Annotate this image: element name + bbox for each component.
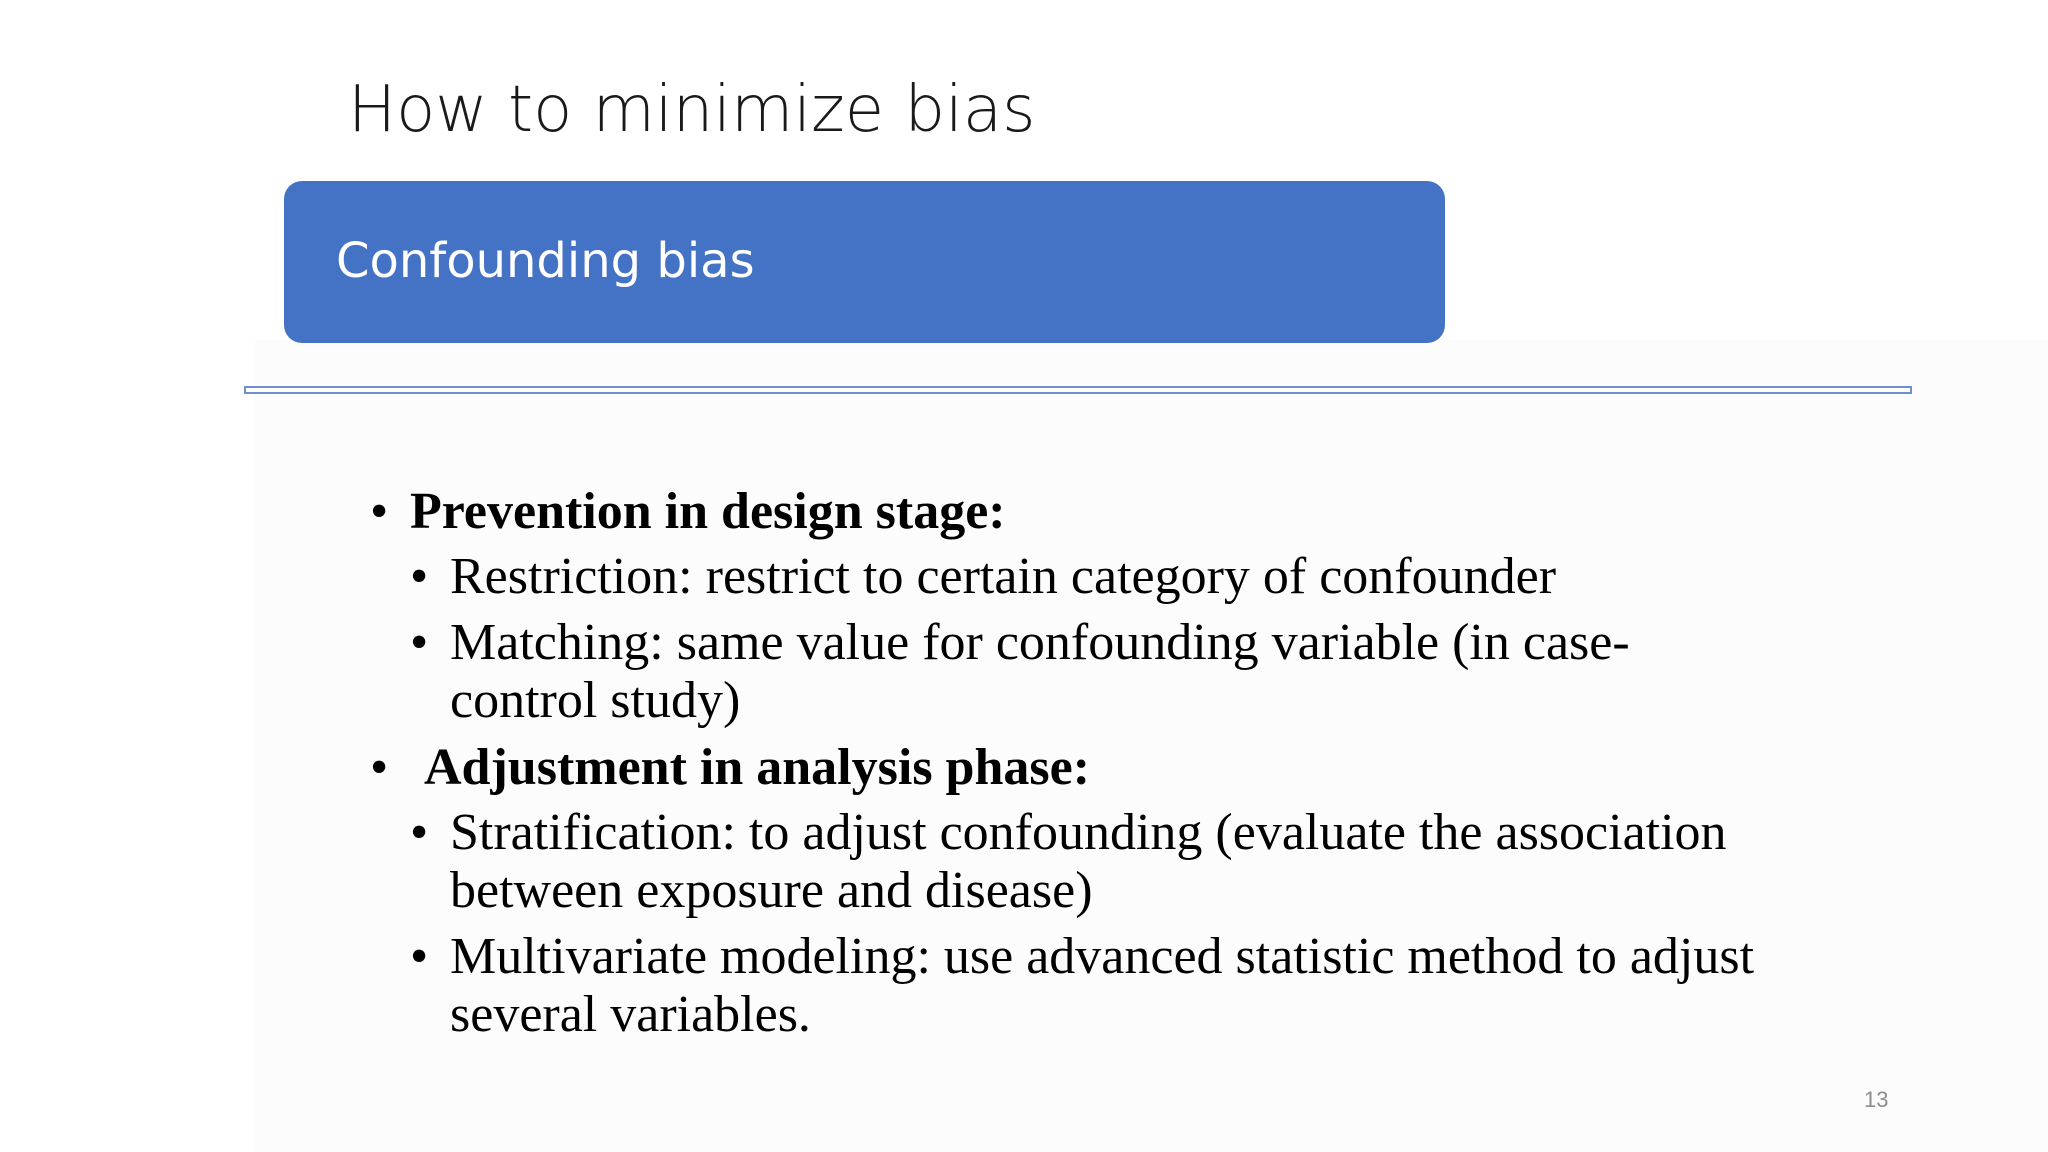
bullet-icon: •	[410, 614, 429, 671]
page-number: 13	[1864, 1087, 1889, 1112]
bullet-heading-text: Prevention in design stage:	[410, 483, 1006, 540]
bullet-item-matching	[370, 614, 1770, 730]
bullet-item-text: Multivariate modeling: use advanced statistic method to adjust several variables.	[450, 928, 1755, 1043]
bullet-list	[370, 482, 1770, 1052]
bullet-icon: •	[370, 739, 389, 796]
bullet-item-text: Matching: same value for confounding variable (in case-control study)	[450, 614, 1630, 729]
section-banner-label: Confounding bias	[336, 233, 755, 289]
bullet-item-text: Stratification: to adjust confounding (evaluate the association between exposure and disease)	[450, 804, 1727, 919]
divider	[244, 386, 1912, 394]
slide-title: How to minimize bias	[348, 73, 1036, 147]
bullet-icon: •	[410, 928, 429, 985]
bullet-heading-text: Adjustment in analysis phase:	[424, 739, 1091, 796]
bullet-icon: •	[370, 483, 389, 540]
bullet-item-stratification	[370, 804, 1770, 920]
bullet-item-multivariate	[370, 928, 1770, 1044]
bullet-item-text: Restriction: restrict to certain category of confounder	[450, 548, 1557, 605]
bullet-heading-prevention	[370, 482, 1770, 542]
bullet-heading-adjustment	[370, 738, 1770, 798]
bullet-icon: •	[410, 548, 429, 605]
bullet-item-restriction	[370, 548, 1770, 606]
section-banner	[284, 181, 1445, 343]
bullet-icon: •	[410, 804, 429, 861]
